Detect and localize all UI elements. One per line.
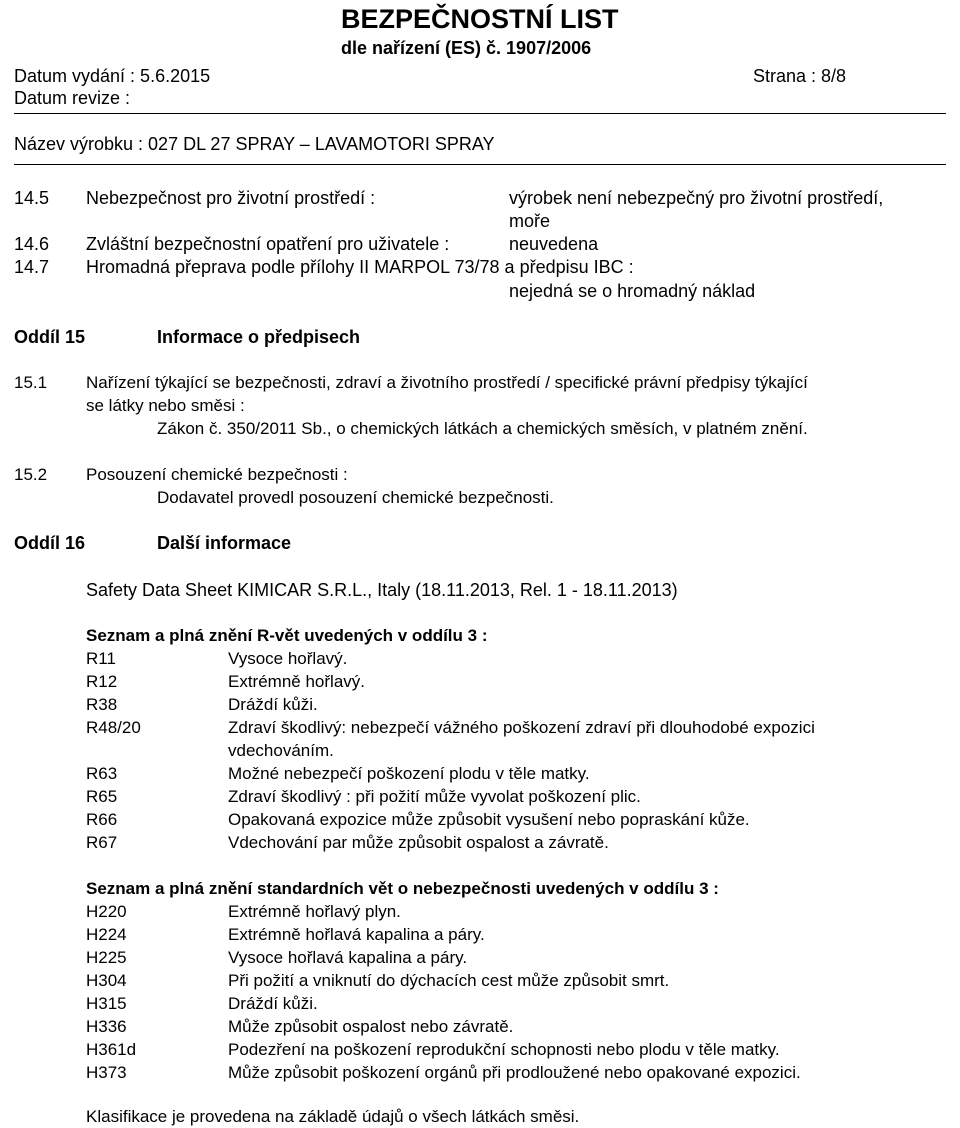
h-phrase-code: H315 [86, 994, 127, 1013]
row-14-5-label: Nebezpečnost pro životní prostředí : [86, 188, 376, 208]
r-phrase-text: Vysoce hořlavý. [228, 649, 348, 668]
h-phrase-code: H220 [86, 902, 127, 921]
row-14-6-num: 14.6 [14, 234, 50, 254]
page-number: Strana : 8/8 [753, 66, 847, 86]
row-14-6-value: neuvedena [509, 234, 599, 254]
r-phrase-code: R63 [86, 764, 118, 783]
row-15-1-line1: Nařízení týkající se bezpečnosti, zdraví a životního prostředí / specifické právní předpisy týkající [86, 373, 808, 392]
r-phrase-code: R65 [86, 787, 118, 806]
r-phrase-text: Zdraví škodlivý: nebezpečí vážného poškození zdraví při dlouhodobé expozici [228, 718, 815, 737]
r-phrase-text: Možné nebezpečí poškození plodu v těle matky. [228, 764, 590, 783]
row-15-2-line1: Posouzení chemické bezpečnosti : [86, 465, 348, 484]
source-note: Safety Data Sheet KIMICAR S.R.L., Italy (18.11.2013, Rel. 1 - 18.11.2013) [86, 580, 678, 600]
h-phrases-title: Seznam a plná znění standardních vět o nebezpečnosti uvedených v oddílu 3 : [86, 879, 719, 898]
row-14-5-num: 14.5 [14, 188, 50, 208]
section-15-number: Oddíl 15 [14, 327, 86, 347]
section-16-title: Další informace [157, 533, 292, 553]
row-14-5-value-cont: moře [509, 211, 551, 231]
h-phrase-code: H225 [86, 948, 127, 967]
h-phrase-code: H224 [86, 925, 127, 944]
h-phrase-text: Může způsobit poškození orgánů při prodloužené nebo opakované expozici. [228, 1063, 801, 1082]
h-phrase-text: Extrémně hořlavý plyn. [228, 902, 401, 921]
row-14-7-num: 14.7 [14, 257, 50, 277]
document-subtitle: dle nařízení (ES) č. 1907/2006 [341, 38, 592, 58]
r-phrase-text: Zdraví škodlivý : při požití může vyvolat poškození plic. [228, 787, 641, 806]
document-title: BEZPEČNOSTNÍ LIST [341, 4, 619, 34]
r-phrase-code: R66 [86, 810, 118, 829]
r-phrase-code: R12 [86, 672, 118, 691]
row-15-1-line2: se látky nebo směsi : [86, 396, 245, 415]
r-phrase-code: R48/20 [86, 718, 141, 737]
r-phrase-code: R38 [86, 695, 118, 714]
row-15-2-line2: Dodavatel provedl posouzení chemické bezpečnosti. [157, 488, 554, 507]
r-phrase-text-cont: vdechováním. [228, 741, 334, 760]
r-phrase-code: R67 [86, 833, 118, 852]
row-14-6-label: Zvláštní bezpečnostní opatření pro uživatele : [86, 234, 450, 254]
row-15-2-num: 15.2 [14, 465, 48, 484]
r-phrase-text: Dráždí kůži. [228, 695, 318, 714]
section-15-title: Informace o předpisech [157, 327, 361, 347]
section-16-number: Oddíl 16 [14, 533, 86, 553]
r-phrases-title: Seznam a plná znění R-vět uvedených v oddílu 3 : [86, 626, 488, 645]
revision-date: Datum revize : [14, 88, 131, 108]
h-phrase-text: Podezření na poškození reprodukční schopnosti nebo plodu v těle matky. [228, 1040, 780, 1059]
h-phrase-text: Může způsobit ospalost nebo závratě. [228, 1017, 514, 1036]
h-phrase-text: Při požití a vniknutí do dýchacích cest může způsobit smrt. [228, 971, 670, 990]
r-phrase-code: R11 [86, 649, 116, 668]
h-phrase-text: Vysoce hořlavá kapalina a páry. [228, 948, 468, 967]
row-15-1-line3: Zákon č. 350/2011 Sb., o chemických látkách a chemických směsích, v platném znění. [157, 419, 808, 438]
h-phrase-code: H336 [86, 1017, 127, 1036]
row-14-7-label: Hromadná přeprava podle přílohy II MARPOL 73/78 a předpisu IBC : [86, 257, 634, 277]
product-divider [14, 164, 946, 165]
h-phrase-text: Dráždí kůži. [228, 994, 318, 1013]
classification-note: Klasifikace je provedena na základě údajů o všech látkách směsi. [86, 1107, 580, 1126]
r-phrase-text: Extrémně hořlavý. [228, 672, 365, 691]
h-phrase-code: H304 [86, 971, 127, 990]
r-phrase-text: Opakovaná expozice může způsobit vysušení nebo popraskání kůže. [228, 810, 750, 829]
row-14-5-value: výrobek není nebezpečný pro životní prostředí, [509, 188, 884, 208]
h-phrase-code: H373 [86, 1063, 127, 1082]
h-phrase-text: Extrémně hořlavá kapalina a páry. [228, 925, 485, 944]
product-name: Název výrobku : 027 DL 27 SPRAY – LAVAMOTORI SPRAY [14, 134, 495, 154]
header-divider [14, 113, 946, 114]
r-phrase-text: Vdechování par může způsobit ospalost a závratě. [228, 833, 609, 852]
h-phrase-code: H361d [86, 1040, 137, 1059]
row-14-7-value: nejedná se o hromadný náklad [509, 281, 756, 301]
issue-date: Datum vydání : 5.6.2015 [14, 66, 211, 86]
row-15-1-num: 15.1 [14, 373, 48, 392]
